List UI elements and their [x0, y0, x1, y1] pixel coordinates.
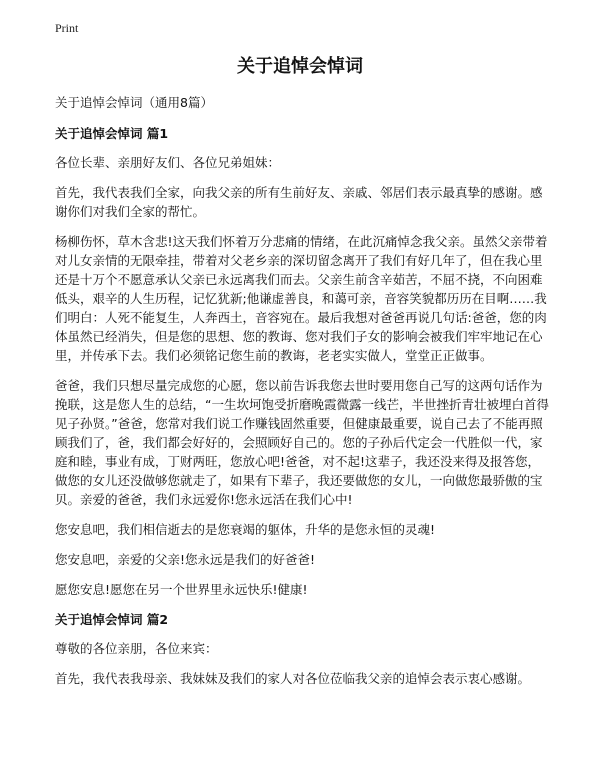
page-title: 关于追悼会悼词: [237, 56, 363, 77]
paragraph: 尊敬的各位亲朋，各位来宾：: [55, 641, 218, 656]
section-heading: 关于追悼会悼词 篇2: [55, 612, 169, 627]
article-subtitle: 关于追悼会悼词（通用8篇）: [55, 95, 213, 110]
paragraph: 愿您安息!愿您在另一个世界里永远快乐!健康!: [55, 582, 308, 597]
paragraph: 您安息吧，亲爱的父亲!您永远是我们的好爸爸!: [55, 552, 316, 567]
print-link[interactable]: Print: [55, 21, 79, 35]
section-2: [55, 610, 550, 688]
paragraph: 杨柳伤怀，草木含悲!这天我们怀着万分悲痛的情绪，在此沉痛悼念我父亲。虽然父亲带着对儿女亲情的无限牵挂，带着对父老乡亲的深切留念离开了我们有好几年了，但在我心里还是十万个不愿意承认父亲已永远离我们而去。父亲生前含辛茹苦，不屈不挠，不向困难低头，艰辛的人生历程，记忆犹新;他谦虚善良，和蔼可亲，音容笑貌都历历在目啊……我们明白：人死不能复生，人奔西土，音容宛在。最后我想对爸爸再说几句话:爸爸，您的肉体虽然已经消失，但是您的思想、您的教诲、您对我们子女的影响会被我们牢牢地记在心里，并传承下去。我们必须铭记您生前的教诲，老老实实做人，堂堂正正做事。: [55, 234, 548, 363]
paragraph: 首先，我代表我们全家，向我父亲的所有生前好友、亲戚、邻居们表示最真挚的感谢。感谢你们对我们全家的帮忙。: [55, 185, 543, 219]
section-heading: 关于追悼会悼词 篇1: [55, 126, 169, 141]
paragraph: 各位长辈、亲朋好友们、各位兄弟姐妹：: [55, 155, 281, 170]
paragraph: 首先，我代表我母亲、我妹妹及我们的家人对各位莅临我父亲的追悼会表示衷心感谢。: [55, 671, 531, 686]
paragraph: 爸爸，我们只想尽量完成您的心愿，您以前告诉我您去世时要用您自己写的这两句话作为挽联，这是您人生的总结，“一生坎坷饱受折磨晚霞微露一线芒，半世挫折青壮被埋白首得见子孙贤。”爸爸，您常对我们说工作赚钱固然重要，但健康最重要，说自己去了不能再照顾我们了，爸，我们都会好好的，会照顾好自己的。您的子孙后代定会一代胜似一代，家庭和睦，事业有成，丁财两旺，您放心吧!爸爸，对不起!这辈子，我还没来得及报答您，做您的女儿还没做够您就走了，如果有下辈子，我还要做您的女儿，一向做您最骄傲的宝贝。亲爱的爸爸，我们永远爱你!您永远活在我们心中!: [55, 378, 549, 507]
paragraph: 您安息吧，我们相信逝去的是您衰竭的躯体，升华的是您永恒的灵魂!: [55, 522, 436, 537]
section-1: [55, 124, 550, 599]
article-body: [55, 93, 550, 699]
